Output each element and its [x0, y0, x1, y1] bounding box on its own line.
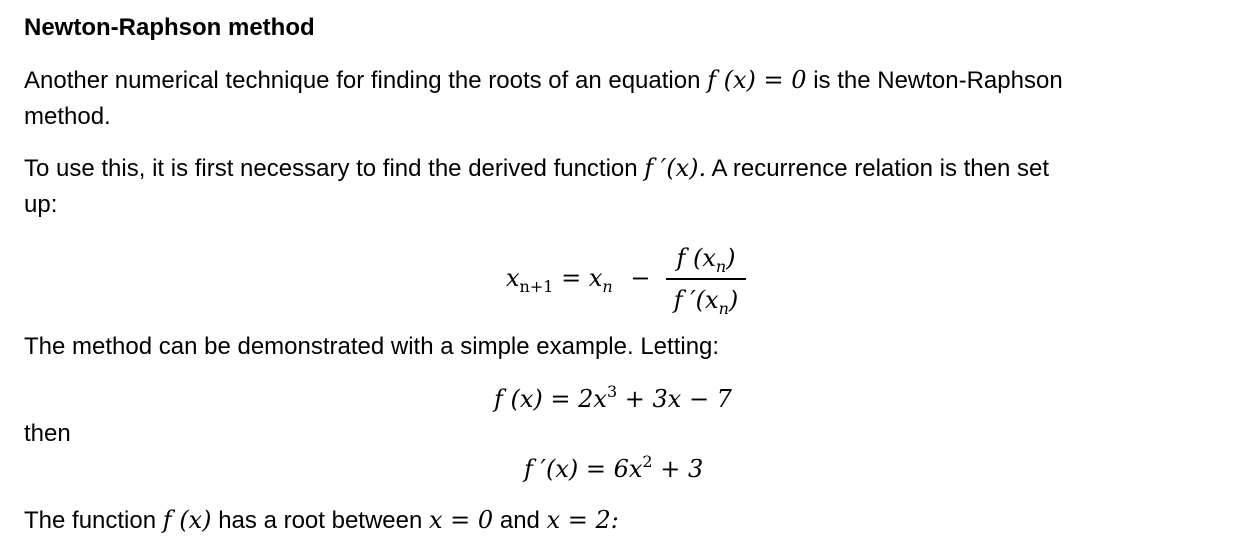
equation-f-rest: + 3x − 7 [617, 385, 732, 413]
denominator-close: ) [728, 285, 739, 314]
equation-inline-f-prime: f ′(x). [644, 154, 707, 182]
lhs-variable: x [506, 264, 520, 292]
intro-text-tail: is the Newton-Raphson [806, 67, 1063, 94]
denominator-text: f ′(x [673, 285, 719, 314]
root-math-1: f (x) [162, 506, 212, 534]
root-math-3: x = 2: [546, 506, 619, 534]
numerator-text: f (x [676, 244, 716, 272]
equation-f-prime-rest: + 3 [652, 455, 704, 483]
paragraph-root [24, 502, 619, 539]
fraction-bar [666, 278, 746, 280]
root-math-2: x = 0 [429, 506, 494, 534]
intro-text-line2: method. [24, 103, 111, 130]
section-heading: Newton-Raphson method [24, 14, 315, 41]
root-text-2: has a root between [211, 507, 430, 534]
equation-f-prime-exponent: 2 [642, 452, 653, 471]
numerator-close: ) [726, 244, 736, 272]
rhs-subscript: n [602, 277, 613, 296]
equation-inline-f-equals-zero: f (x) = 0 [707, 66, 807, 94]
intro-text: Another numerical technique for finding the roots of an equation [24, 67, 708, 94]
fraction-numerator [666, 240, 746, 276]
recurrence-fraction [666, 240, 746, 318]
equation-f-exponent: 3 [606, 382, 618, 401]
paragraph-then: then [24, 420, 71, 447]
lhs-subscript: n+1 [519, 277, 554, 296]
paragraph-derived [24, 150, 1049, 223]
root-text-3: and [493, 507, 547, 534]
paragraph-example: The method can be demonstrated with a simple example. Letting: [24, 333, 720, 360]
numerator-subscript: n [715, 257, 727, 276]
fraction-denominator [666, 282, 746, 318]
equation-f [494, 382, 732, 413]
recurrence-lhs [506, 264, 650, 296]
equation-f-lhs: f (x) = 2x [494, 385, 607, 413]
equation-f-prime-lhs: f ′(x) = 6x [524, 455, 643, 483]
derived-text-line2: up: [24, 191, 58, 218]
derived-text-tail: A recurrence relation is then set [706, 155, 1050, 182]
equation-f-prime [524, 452, 703, 483]
minus-sign: − [630, 264, 651, 292]
rhs-variable: = x [561, 264, 603, 292]
root-text-1: The function [24, 507, 163, 534]
paragraph-intro [24, 62, 1063, 135]
derived-text: To use this, it is first necessary to find the derived function [24, 155, 645, 182]
denominator-subscript: n [718, 298, 729, 318]
